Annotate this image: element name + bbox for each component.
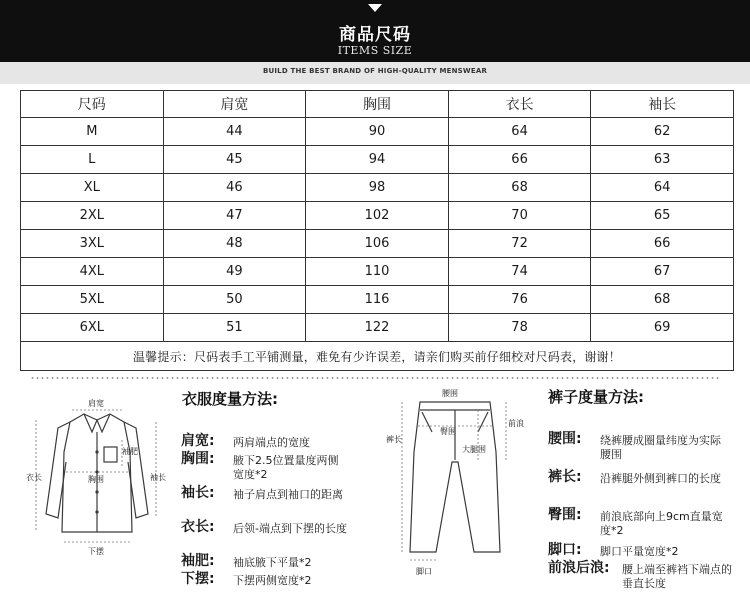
measure-term: 袖长: <box>181 485 215 501</box>
page-subtitle: ITEMS SIZE <box>337 44 413 57</box>
header-banner <box>0 0 750 62</box>
measure-term: 袖肥: <box>181 553 215 569</box>
table-cell: 48 <box>163 230 306 258</box>
table-cell: 98 <box>306 174 449 202</box>
measure-desc: 沿裤腿外侧到裤口的长度 <box>600 472 721 485</box>
table-cell: 68 <box>591 286 734 314</box>
pants-section-title: 裤子度量方法: <box>548 388 644 406</box>
table-cell: 69 <box>591 314 734 342</box>
brand-tagline: BUILD THE BEST BRAND OF HIGH-QUALITY MENSWEAR <box>262 67 488 75</box>
table-cell: 94 <box>306 146 449 174</box>
page-title: 商品尺码 <box>339 25 411 45</box>
table-cell: XL <box>21 174 164 202</box>
measure-term: 裤长: <box>548 469 582 485</box>
measure-desc: 绕裤腰成圈量纬度为实际腰围 <box>600 434 721 461</box>
shirt-measure-item <box>181 486 351 518</box>
table-row <box>21 118 734 146</box>
table-cell: 6XL <box>21 314 164 342</box>
table-row <box>21 286 734 314</box>
thigh-label: 大腿围 <box>462 445 486 454</box>
measure-desc: 袖底腋下平量*2 <box>233 556 312 569</box>
table-row <box>21 174 734 202</box>
table-cell: 67 <box>591 258 734 286</box>
table-cell: 66 <box>448 146 591 174</box>
table-cell: 102 <box>306 202 449 230</box>
size-table <box>20 90 734 371</box>
table-cell: 76 <box>448 286 591 314</box>
shirt-diagram <box>22 392 172 564</box>
table-cell: 2XL <box>21 202 164 230</box>
table-cell: 64 <box>591 174 734 202</box>
table-cell: M <box>21 118 164 146</box>
table-row <box>21 314 734 342</box>
measure-term: 脚口: <box>548 542 582 558</box>
shirt-measure-item <box>181 520 351 552</box>
pants-measure-item <box>548 561 742 595</box>
measure-desc: 两肩端点的宽度 <box>233 436 310 449</box>
pants-measure-item <box>548 508 738 540</box>
pants-length-label: 裤长 <box>386 435 402 444</box>
table-cell: 106 <box>306 230 449 258</box>
table-cell: 45 <box>163 146 306 174</box>
table-cell: 50 <box>163 286 306 314</box>
shirt-length-label: 衣长 <box>26 473 42 482</box>
measure-desc: 腰上端至裤裆下端点的垂直长度 <box>622 563 732 590</box>
table-cell: 74 <box>448 258 591 286</box>
hem-label: 下摆 <box>88 547 104 556</box>
shirt-section-title: 衣服度量方法: <box>182 390 278 408</box>
shirt-measure-item <box>181 572 351 592</box>
column-header: 肩宽 <box>163 91 306 118</box>
measure-term: 腰围: <box>548 431 582 447</box>
table-cell: 68 <box>448 174 591 202</box>
measure-desc: 脚口平量宽度*2 <box>600 545 679 558</box>
column-header: 胸围 <box>306 91 449 118</box>
table-cell: 3XL <box>21 230 164 258</box>
hip-label: 臀围 <box>440 427 456 436</box>
table-cell: 64 <box>448 118 591 146</box>
shirt-measure-item <box>181 452 351 484</box>
table-cell: 5XL <box>21 286 164 314</box>
measure-term: 臀围: <box>548 507 582 523</box>
pants-measure-item <box>548 432 738 464</box>
table-cell: 116 <box>306 286 449 314</box>
measurement-note: 温馨提示：尺码表手工平铺测量，难免有少许误差，请亲们购买前仔细校对尺码表，谢谢！ <box>21 342 734 371</box>
measure-desc: 后领-端点到下摆的长度 <box>233 522 347 535</box>
front-rise-label: 前浪 <box>508 419 524 428</box>
sleeve-length-label: 袖长 <box>150 473 166 482</box>
table-row <box>21 258 734 286</box>
measure-term: 衣长: <box>181 519 215 535</box>
table-cell: 66 <box>591 230 734 258</box>
measure-term: 胸围: <box>181 451 215 467</box>
measure-desc: 袖子肩点到袖口的距离 <box>233 488 343 501</box>
table-cell: 110 <box>306 258 449 286</box>
pants-diagram <box>382 382 532 582</box>
table-cell: 78 <box>448 314 591 342</box>
column-header: 袖长 <box>591 91 734 118</box>
chest-label: 胸围 <box>88 475 104 484</box>
table-cell: 65 <box>591 202 734 230</box>
table-cell: 63 <box>591 146 734 174</box>
column-header: 尺码 <box>21 91 164 118</box>
waist-label: 腰围 <box>442 389 458 398</box>
table-cell: 70 <box>448 202 591 230</box>
dotted-divider <box>30 377 720 379</box>
table-row <box>21 146 734 174</box>
table-cell: L <box>21 146 164 174</box>
table-row <box>21 202 734 230</box>
table-cell: 46 <box>163 174 306 202</box>
measure-desc: 腋下2.5位置量度两侧宽度*2 <box>233 454 339 481</box>
measure-term: 前浪后浪: <box>548 560 610 576</box>
column-header: 衣长 <box>448 91 591 118</box>
measure-desc: 前浪底部向上9cm直量宽度*2 <box>600 510 723 537</box>
leg-opening-label: 脚口 <box>416 567 432 576</box>
chevron-down-icon <box>368 4 382 14</box>
table-note-row <box>21 342 734 371</box>
table-cell: 49 <box>163 258 306 286</box>
table-cell: 4XL <box>21 258 164 286</box>
table-cell: 44 <box>163 118 306 146</box>
pants-measure-item <box>548 470 738 502</box>
table-cell: 72 <box>448 230 591 258</box>
measure-desc: 下摆两侧宽度*2 <box>233 574 312 587</box>
table-row <box>21 230 734 258</box>
table-cell: 47 <box>163 202 306 230</box>
measure-term: 下摆: <box>181 571 215 587</box>
table-cell: 90 <box>306 118 449 146</box>
table-cell: 51 <box>163 314 306 342</box>
table-header-row <box>21 91 734 118</box>
shoulder-label: 肩宽 <box>88 399 104 408</box>
measure-term: 肩宽: <box>181 433 215 449</box>
table-cell: 62 <box>591 118 734 146</box>
sleeve-width-label: 袖肥 <box>122 447 138 456</box>
table-cell: 122 <box>306 314 449 342</box>
